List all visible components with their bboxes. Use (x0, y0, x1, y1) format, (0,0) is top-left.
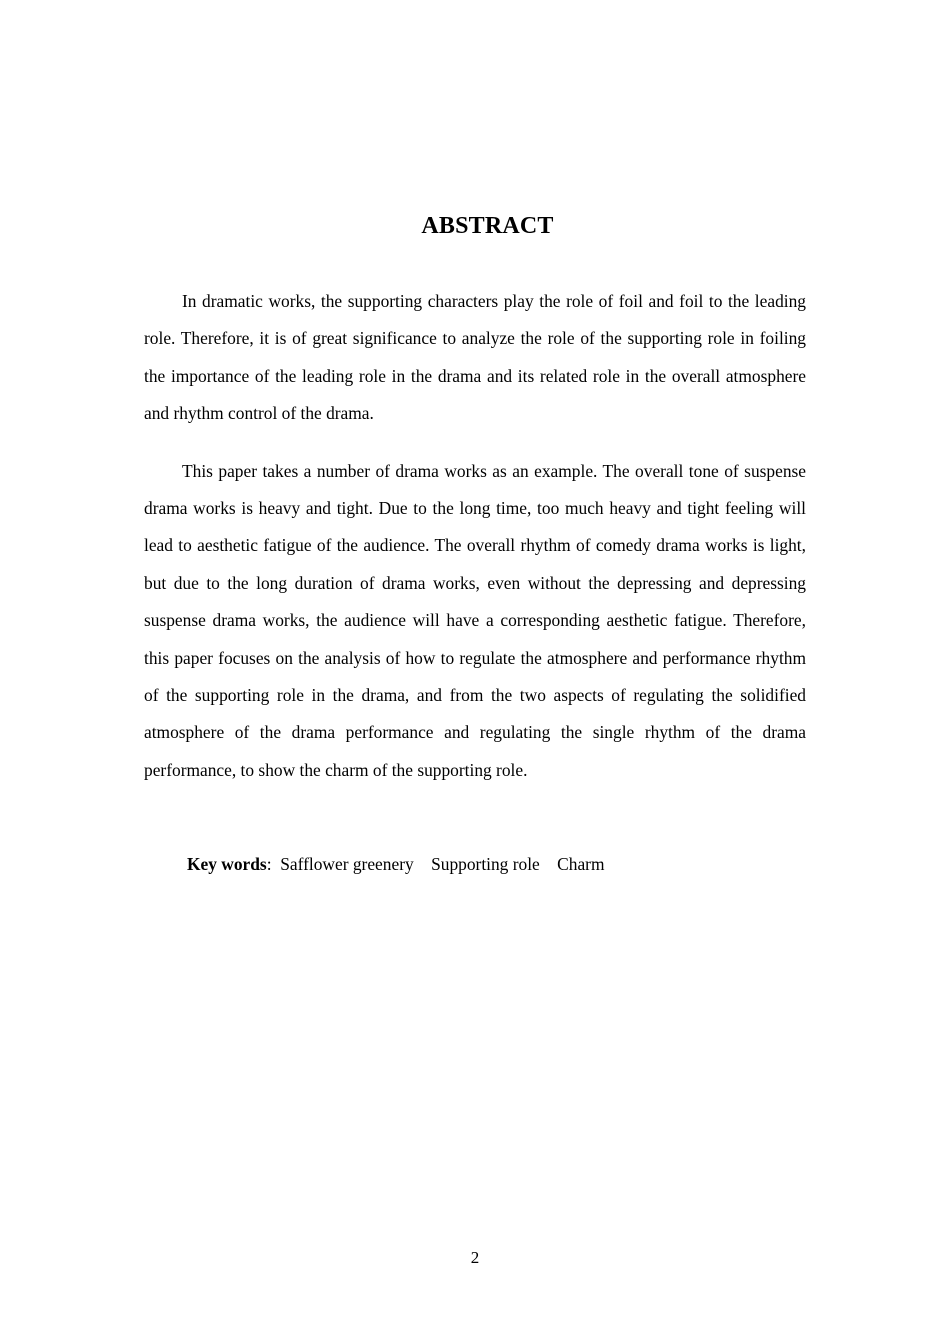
abstract-title: ABSTRACT (421, 213, 554, 239)
page-number: 2 (470, 1248, 480, 1267)
keywords-separator: : (266, 854, 272, 874)
abstract-body (144, 283, 806, 809)
keyword-item: Supporting role (431, 854, 540, 874)
keyword-item: Charm (557, 854, 605, 874)
keywords-line (187, 846, 787, 883)
keyword-item: Safflower greenery (280, 854, 414, 874)
abstract-paragraph-2: This paper takes a number of drama works as an example. The overall tone of suspense drama works is heavy and tight. Due to the long time, too much heavy and tight feeling will lead to aesthetic fatigue of the audience. The overall rhythm of comedy drama works is light, but due to the long duration of drama works, even without the depressing and depressing suspense drama works, the audience will have a corresponding aesthetic fatigue. Therefore, this paper focuses on the analysis of how to regulate the atmosphere and performance rhythm of the supporting role in the drama, and from the two aspects of regulating the solidified atmosphere of the drama performance and regulating the single rhythm of the drama performance, to show the charm of the supporting role. (144, 460, 806, 780)
abstract-paragraph-1: In dramatic works, the supporting characters play the role of foil and foil to the leading role. Therefore, it is of great significance to analyze the role of the supporting role in foiling the importance of the leading role in the drama and its related role in the overall atmosphere and rhythm control of the drama. (144, 291, 806, 424)
keywords-label: Key words (187, 854, 267, 874)
